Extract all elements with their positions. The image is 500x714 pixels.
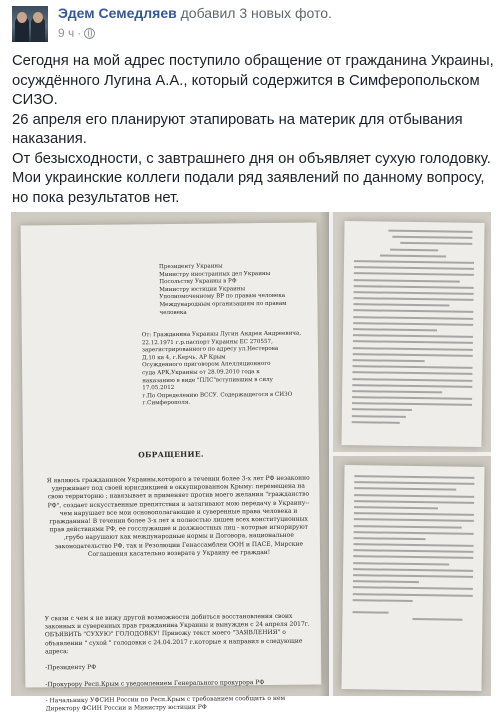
post-text xyxy=(12,52,494,208)
photo-document-statement[interactable] xyxy=(333,212,491,452)
document-body-continued: У связи с чем я не вижу другой возможности добиться восстановления своих законных и суверенных прав гражданина Украины и вынужден с 24 апреля 2017г. ОБЪЯВИТЬ "СУХУЮ" ГОЛОДОВКУ! Привожу текст моего "ЗАЯВЛЕНИЯ" о объявлении " сухой " голодовки с 24.04.2017 г.которые я направил в следующие адреса: -Президенту РФ -Прокурору Респ.Крым с уведомлением Генерального прокурора РФ - Начальнику УФСИН России по Респ.Крым с требованием сообщить о нем Директору ФСИН России и Министру юстиции РФ xyxy=(44,612,310,713)
post-action-text: добавил 3 новых фото. xyxy=(180,5,332,21)
author-line xyxy=(58,5,332,21)
document-sender: От: Гражданина Украины Лугин Андрея Андреевича, 22.12.1971 г.р.паспорт Украины ЕС 270557, зарегистрированного по адресу ул.Нестерова Д.10 кв 4, г.Керчь, АР Крым Осужденного приговором Апелляционного суда АРК,Украины от 28.09.2010 года к наказанию в виде "ПЛС"вступившим в силу 17.05.2012 г.По Определению ВССУ. Содержащегося в СИЗО г.Симферополя. xyxy=(141,330,302,407)
document-page xyxy=(21,222,322,713)
post-paragraph: Сегодня на мой адрес поступило обращение от гражданина Украины, осуждённого Лугина А.А., который содержится в Симферопольском СИЗО. xyxy=(12,53,494,108)
post-timestamp[interactable]: 9 ч xyxy=(58,26,75,40)
photo-grid xyxy=(11,212,491,713)
document-text-lines xyxy=(352,229,475,429)
document-addressees: Президенту Украины Министру иностранных дел Украины Посольству Украины в РФ Министру юстиции Украины Уполномоченному ВР по правам человека Международным организациям по правам человека xyxy=(159,263,287,316)
author-name-link[interactable]: Эдем Семедляев xyxy=(58,5,177,21)
globe-icon[interactable] xyxy=(84,28,95,39)
document-text-lines xyxy=(352,475,474,625)
post-paragraph: 26 апреля его планируют этапировать на материк для отбывания наказания. xyxy=(12,111,463,147)
photo-document-appeal[interactable] xyxy=(11,212,329,713)
document-page-small xyxy=(341,221,484,447)
dot-separator: · xyxy=(77,26,82,40)
photo-document-continuation[interactable] xyxy=(333,456,491,696)
document-page-small xyxy=(341,465,484,691)
document-title: ОБРАЩЕНИЕ. xyxy=(138,449,204,460)
post-header xyxy=(0,0,500,46)
author-avatar[interactable] xyxy=(12,6,48,42)
post-meta xyxy=(58,26,95,40)
post-paragraph: От безысходности, с завтрашнего дня он объявляет сухую голодовку. Мои украинские коллеги подали ряд заявлений по данному вопросу, но пока результатов нет. xyxy=(12,150,491,206)
document-body: Я являюсь гражданином Украины,которого в течении более 3-х лет РФ незаконно удерживает под своей юрисдикцией в оккупированном Крыму: перемещена на свою территорию ; навязывает и применяет против моего желания "гражданство РФ", создает искусственные препятствия и затягивают мою передачу в Украину--чем нарушает все мои основополагающие и суверенные права человека и гражданина! В течении более 3-х лет я полностью лишен всех конституционных прав действиями РФ, ее госслужащие и должностных лиц - которые игнорируют ,грубо нарушают как международные нормы и Договора, национальное законодательство РФ, так и Резолюции Генассамблеи ООН и ПАСЕ, Мирские Соглашения касательно возврата у Украину ее граждан! xyxy=(46,474,310,558)
photo-shadow xyxy=(319,212,329,696)
